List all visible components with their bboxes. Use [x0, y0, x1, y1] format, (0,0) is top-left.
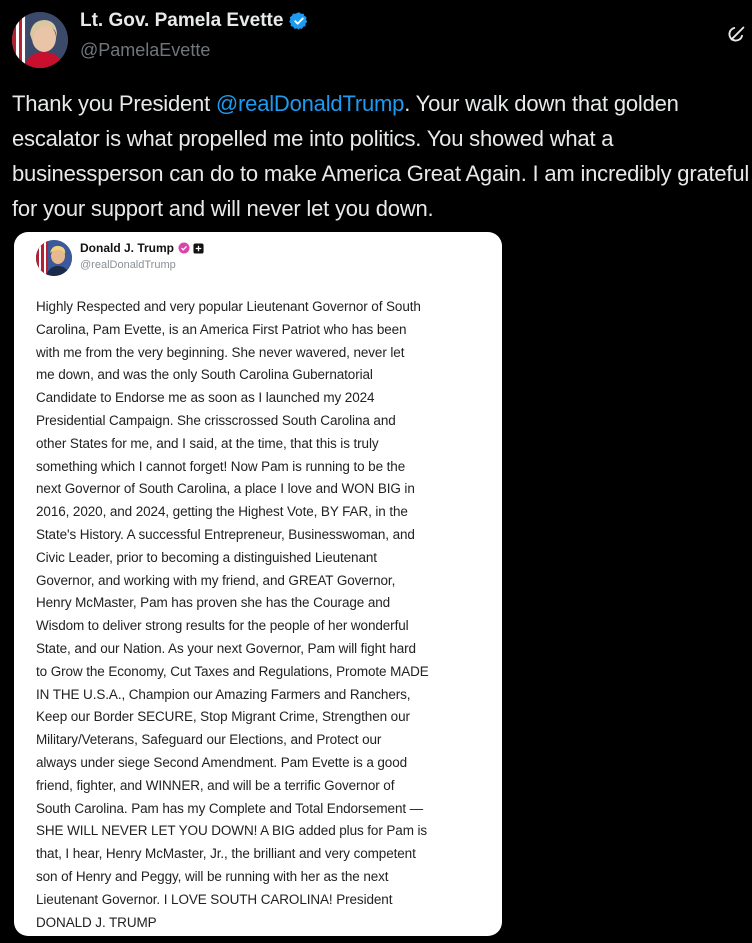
embedded-avatar-image [36, 240, 72, 276]
embedded-post-handle: @realDonaldTrump [80, 259, 176, 271]
grok-icon[interactable] [726, 22, 748, 44]
author-handle[interactable]: @PamelaEvette [80, 40, 211, 60]
embedded-post-name-row [80, 241, 204, 255]
tweet-text-end: . Your walk down that golden escalator is what propelled me into politics. You showed what a businessperson can do to make America Great Again. I am incredibly grateful for your support and will never let you down. [12, 91, 750, 221]
author-name-row [80, 10, 309, 32]
avatar-image [12, 12, 68, 68]
tweet-header [0, 0, 752, 80]
embedded-post-body: Highly Respected and very popular Lieutenant Governor of South Carolina, Pam Evette, is an America First Patriot who has been with me from the very beginning. She never wavered, never let me down, and was the only South Carolina Gubernatorial Candidate to Endorse me as soon as I launched my 2024 Presidential Campaign. She crisscrossed South Carolina and other States for me, and I said, at the time, that this is truly something which I cannot forget! Now Pam is running to be the next Governor of South Carolina, a place I love and WON BIG in 2016, 2020, and 2024, getting the Highest Vote, BY FAR, in the State's History. A successful Entrepreneur, Businesswoman, and Civic Leader, prior to becoming a distinguished Lieutenant Governor, and working with my friend, and GREAT Governor, Henry McMaster, Pam has proven she has the Courage and Wisdom to deliver strong results for the people of her wonderful State, and our Nation. As your next Governor, Pam will fight hard to Grow the Economy, Cut Taxes and Regulations, Promote MADE IN THE U.S.A., Champion our Amazing Farmers and Ranchers, Keep our Border SECURE, Stop Migrant Crime, Strengthen our Military/Veterans, Safeguard our Elections, and Protect our always under siege Second Amendment. Pam Evette is a good friend, fighter, and WINNER, and will be a terrific Governor of South Carolina. Pam has my Complete and Total Endorsement — SHE WILL NEVER LET YOU DOWN! A BIG added plus for Pam is that, I hear, Henry McMaster, Jr., the brilliant and very competent son of Henry and Peggy, will be running with her as the next Lieutenant Governor. I LOVE SOUTH CAROLINA! President DONALD J. TRUMP [36, 299, 429, 930]
tweet-text-start: Thank you President [12, 91, 216, 116]
verified-badge-icon [289, 11, 309, 31]
gold-badge-icon [178, 242, 190, 254]
mention-link[interactable]: @realDonaldTrump [215, 91, 405, 116]
author-avatar[interactable] [12, 12, 68, 68]
tweet-text [12, 86, 752, 226]
embedded-post-avatar [36, 240, 72, 276]
embedded-post-image[interactable] [14, 232, 502, 936]
embedded-post-display-name: Donald J. Trump [80, 241, 175, 255]
author-display-name[interactable]: Lt. Gov. Pamela Evette [80, 10, 284, 31]
add-badge-icon [193, 243, 204, 254]
